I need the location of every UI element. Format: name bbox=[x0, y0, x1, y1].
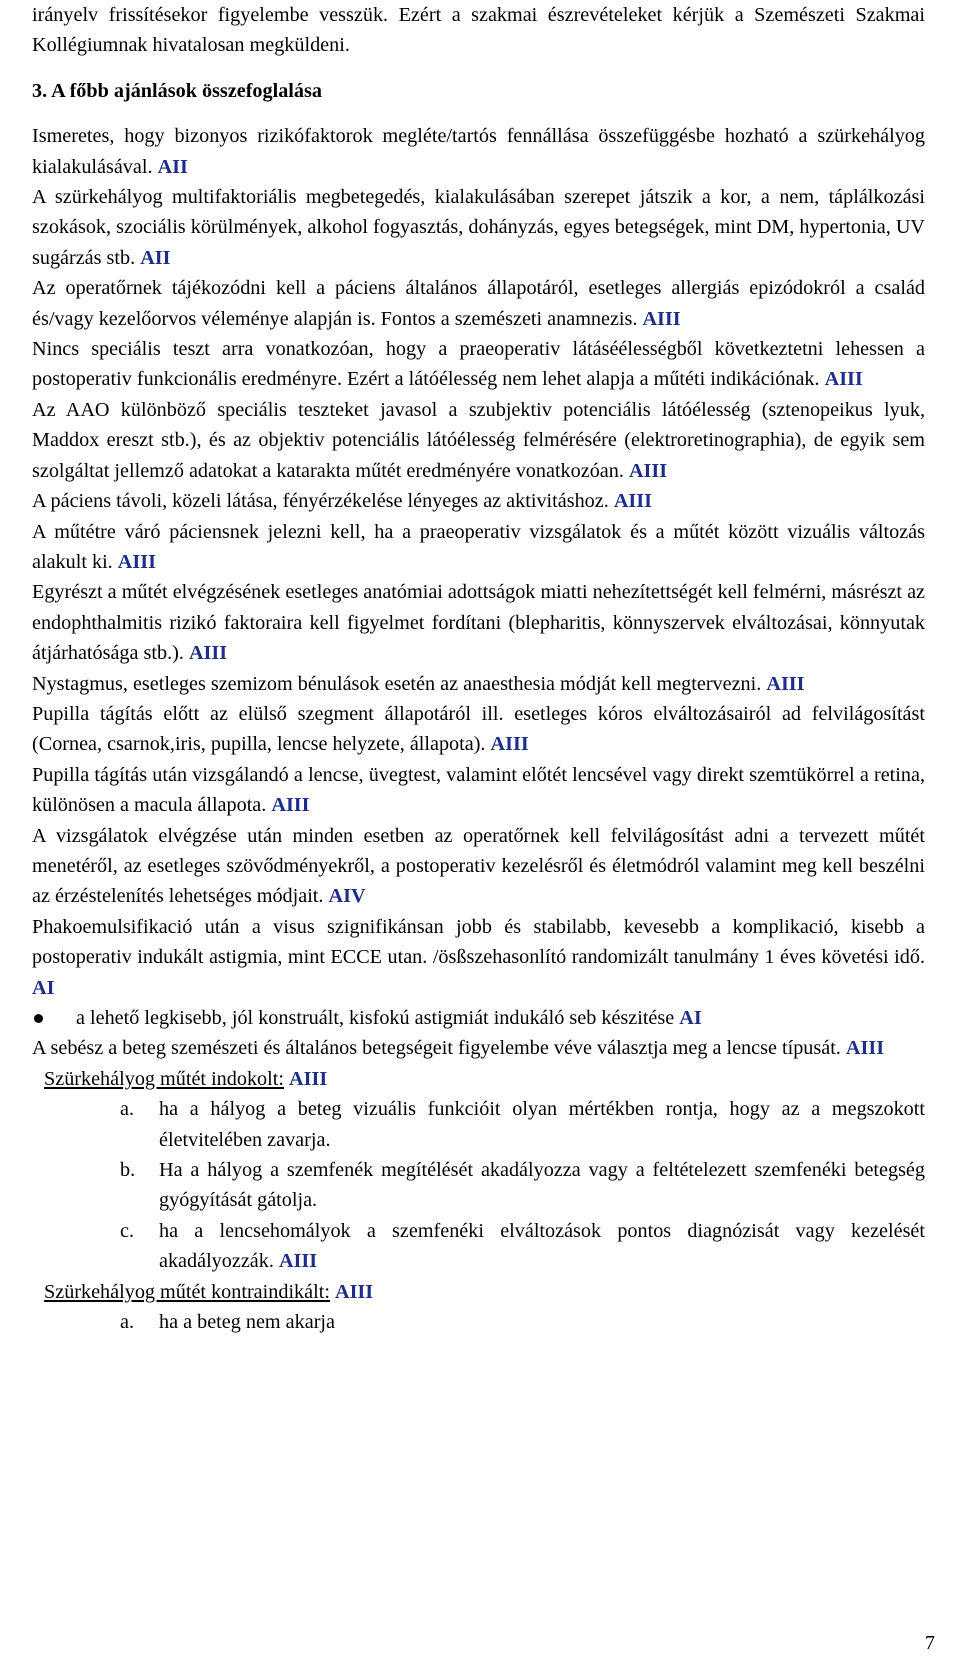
recommendations-body bbox=[32, 121, 925, 1337]
section-heading: 3. A főbb ajánlások összefoglalása bbox=[32, 79, 322, 102]
evidence-grade: AIII bbox=[766, 672, 805, 695]
lens-paragraph: A sebész a beteg szemészeti és általános betegségeit figyelembe véve választja meg a lencse típusát. AIII bbox=[32, 1037, 885, 1060]
contraindicated-item-a: a. ha a beteg nem akarja bbox=[32, 1307, 925, 1337]
indicated-heading bbox=[32, 1064, 925, 1094]
paragraph-9: Nystagmus, esetleges szemizom bénulások esetén az anaesthesia módját kell megtervezni. AIII bbox=[32, 672, 805, 695]
evidence-grade: AIII bbox=[642, 307, 681, 330]
list-marker: b. bbox=[120, 1159, 136, 1182]
list-marker: c. bbox=[120, 1219, 135, 1242]
evidence-grade: AIII bbox=[845, 1037, 885, 1060]
evidence-grade: AI bbox=[32, 976, 55, 999]
paragraph-1: Ismeretes, hogy bizonyos rizikófaktorok megléte/tartós fennállása összefüggésbe hozható a szürkehályog kialakulásával. AII bbox=[32, 125, 925, 178]
evidence-grade: AIII bbox=[271, 794, 310, 817]
paragraph-6: A páciens távoli, közeli látása, fényérzékelése lényeges az aktivitáshoz. AIII bbox=[32, 490, 652, 513]
paragraph-12: A vizsgálatok elvégzése után minden esetben az operatőrnek kell felvilágosítást adni a tervezett műtét menetéről, az esetleges szövődményekről, a postoperativ kezelésről és életmódról valamint meg kell beszélni az érzéstelenítés lehetséges módjait. AIV bbox=[32, 824, 925, 908]
evidence-grade: AIII bbox=[334, 1280, 374, 1303]
intro-text: irányelv frissítésekor figyelembe vesszük. Ezért a szakmai észrevételeket kérjük a Szemészeti Szakmai Kollégiumnak hivatalosan megküldeni. bbox=[32, 4, 925, 57]
bullet-icon bbox=[34, 1014, 43, 1023]
paragraph-5: Az AAO különböző speciális teszteket javasol a szubjektiv potenciális látóélesség (sztenopeikus lyuk, Maddox ereszt stb.), és az objektiv potenciális látóélesség felmérésére (elektroretinographia), de egyik sem szolgáltat jellemző adatokat a katarakta műtét eredményére vonatkozóan. AIII bbox=[32, 398, 925, 482]
list-marker: a. bbox=[120, 1311, 135, 1334]
indicated-label: Szürkehályog műtét indokolt: bbox=[44, 1067, 284, 1090]
evidence-grade: AIII bbox=[117, 550, 156, 573]
list-marker: a. bbox=[120, 1098, 135, 1121]
evidence-grade: AIII bbox=[628, 459, 668, 482]
paragraph-3: Az operatőrnek tájékozódni kell a páciens általános állapotáról, esetleges allergiás epizódokról a család és/vagy kezelőorvos véleménye alapján is. Fontos a szemészeti anamnezis. AIII bbox=[32, 277, 925, 330]
evidence-grade: AII bbox=[157, 155, 188, 178]
evidence-grade: AIII bbox=[289, 1067, 328, 1090]
page-number: 7 bbox=[925, 1632, 935, 1654]
indicated-item-a: a. ha a hályog a beteg vizuális funkcióit olyan mértékben rontja, hogy az a megszokott életvitelében zavarja. bbox=[32, 1094, 925, 1155]
evidence-grade: AI bbox=[679, 1007, 702, 1029]
evidence-grade: AIII bbox=[188, 642, 228, 665]
paragraph-7: A műtétre váró páciensnek jelezni kell, ha a praeoperativ vizsgálatok és a műtét között vizuális változás alakult ki. AIII bbox=[32, 520, 925, 573]
evidence-grade: AIV bbox=[328, 885, 366, 908]
paragraph-11: Pupilla tágítás után vizsgálandó a lencse, üvegtest, valamint előtét lencsével vagy direkt szemtükörrel a retina, különösen a macula állapota. AIII bbox=[32, 763, 925, 817]
evidence-grade: AII bbox=[140, 246, 171, 269]
contraindicated-label: Szürkehályog műtét kontraindikált: bbox=[44, 1280, 330, 1303]
indicated-item-b: b. Ha a hályog a szemfenék megítélését akadályozza vagy a feltételezett szemfenéki betegség gyógyítását gátolja. bbox=[32, 1155, 925, 1216]
document-page bbox=[32, 0, 925, 1337]
evidence-grade: AIII bbox=[490, 733, 529, 756]
bullet-item: a lehető legkisebb, jól konstruált, kisfokú astigmiát indukáló seb készitése AI bbox=[32, 1003, 925, 1033]
intro-paragraph bbox=[32, 0, 925, 61]
indicated-item-c: c. ha a lencsehomályok a szemfenéki elváltozások pontos diagnózisát vagy kezelését akadályozzák. AIII bbox=[32, 1216, 925, 1277]
contraindicated-heading bbox=[32, 1277, 925, 1307]
paragraph-4: Nincs speciális teszt arra vonatkozóan, hogy a praeoperativ látáséélességből következtetni lehessen a postoperativ funkcionális eredményre. Ezért a látóélesség nem lehet alapja a műtéti indikációnak. AIII bbox=[32, 338, 925, 391]
evidence-grade: AIII bbox=[613, 490, 652, 513]
paragraph-10: Pupilla tágítás előtt az elülső szegment állapotáról ill. esetleges kóros elváltozásairól ad felvilágosítást (Cornea, csarnok,iris, pupilla, lencse helyzete, állapota). AIII bbox=[32, 702, 925, 756]
evidence-grade: AIII bbox=[824, 368, 863, 391]
paragraph-2: A szürkehályog multifaktoriális megbetegedés, kialakulásában szerepet játszik a kor, a nem, táplálkozási szokások, szociális körülmények, alkohol fogyasztás, dohányzás, egyes betegségek, mint DM, hypertonia, UV sugárzás stb. AII bbox=[32, 186, 925, 269]
paragraph-8: Egyrészt a műtét elvégzésének esetleges anatómiai adottságok miatti nehezítettségét kell felmérni, másrészt az endophthalmitis rizikó faktoraira kell figyelmet fordítani (blepharitis, könnyszervek elváltozásai, könnyutak átjárhatósága stb.). AIII bbox=[32, 581, 925, 665]
evidence-grade: AIII bbox=[278, 1250, 318, 1273]
paragraph-13: Phakoemulsifikació után a visus szignifikánsan jobb és stabilabb, kevesebb a komplikació, kisebb a postoperativ indukált astigmia, mint ECCE utan. /ösßszehasonlító randomizált tanulmány 1 éves követési idő. AI bbox=[32, 915, 925, 999]
